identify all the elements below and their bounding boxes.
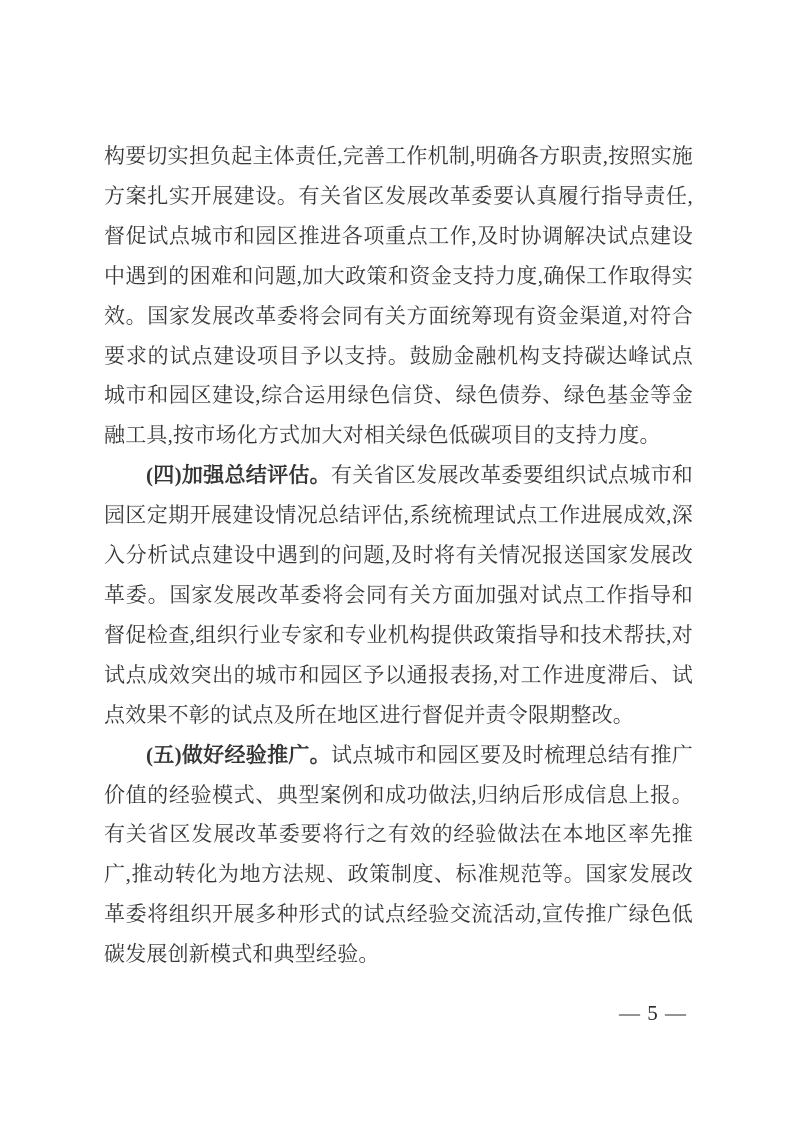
paragraph-continuation	[104, 137, 693, 456]
document-body	[104, 137, 693, 975]
page-number: — 5 —	[619, 1001, 687, 1025]
paragraph-text: 试点城市和园区要及时梳理总结有推广价值的经验模式、典型案例和成功做法,归纳后形成信息上报。有关省区发展改革委要将行之有效的经验做法在本地区率先推广,推动转化为地方法规、政策制度、标准规范等。国家发展改革委将组织开展多种形式的试点经验交流活动,宣传推广绿色低碳发展创新模式和典型经验。	[104, 742, 693, 967]
section-four-heading: (四)加强总结评估。	[146, 463, 331, 488]
section-five-heading: (五)做好经验推广。	[146, 742, 331, 767]
paragraph-section-four	[104, 456, 693, 735]
paragraph-section-five	[104, 736, 693, 975]
paragraph-text: 有关省区发展改革委要组织试点城市和园区定期开展建设情况总结评估,系统梳理试点工作进展成效,深入分析试点建设中遇到的问题,及时将有关情况报送国家发展改革委。国家发展改革委将会同有关方面加强对试点工作指导和督促检查,组织行业专家和专业机构提供政策指导和技术帮扶,对试点成效突出的城市和园区予以通报表扬,对工作进度滞后、试点效果不彰的试点及所在地区进行督促并责令限期整改。	[104, 463, 693, 727]
paragraph-text: 构要切实担负起主体责任,完善工作机制,明确各方职责,按照实施方案扎实开展建设。有关省区发展改革委要认真履行指导责任,督促试点城市和园区推进各项重点工作,及时协调解决试点建设中遇到的困难和问题,加大政策和资金支持力度,确保工作取得实效。国家发展改革委将会同有关方面统筹现有资金渠道,对符合要求的试点建设项目予以支持。鼓励金融机构支持碳达峰试点城市和园区建设,综合运用绿色信贷、绿色债券、绿色基金等金融工具,按市场化方式加大对相关绿色低碳项目的支持力度。	[104, 144, 693, 448]
